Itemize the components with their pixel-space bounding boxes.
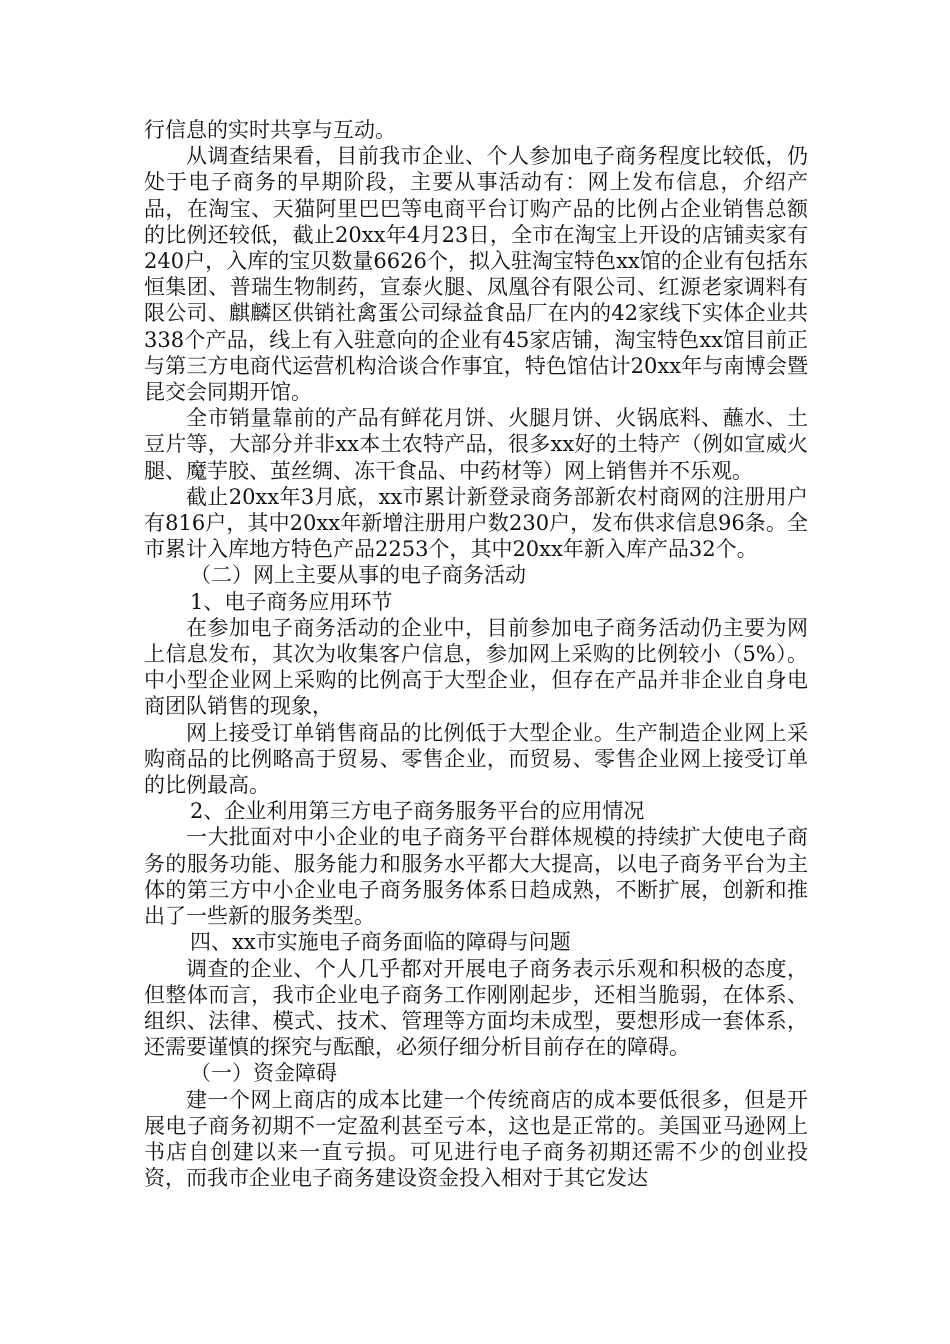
section-heading-funding: （一）资金障碍	[190, 1061, 337, 1086]
section-heading-online-activities: （二）网上主要从事的电子商务活动	[190, 563, 526, 588]
paragraph-funding-cost: 建一个网上商店的成本比建一个传统商店的成本要低很多，但是开展电子商务初期不一定盈利甚至亏本，这也是正常的。美国亚马逊网上书店自创建以来一直亏损。可见进行电子商务初期还需不少的创业投资，而我市企业电子商务建设资金投入相对于其它发达	[144, 1087, 808, 1191]
item-heading-application: 1、电子商务应用环节	[190, 589, 393, 614]
item-heading-third-party-platform: 2、企业利用第三方电子商务服务平台的应用情况	[190, 799, 645, 824]
paragraph-platform-growth: 一大批面对中小企业的电子商务平台群体规模的持续扩大使电子商务的服务功能、服务能力和服务水平都大大提高，以电子商务平台为主体的第三方中小企业电子商务服务体系日趋成熟，不断扩展，创新和推出了一些新的服务类型。	[144, 825, 808, 929]
paragraph-participation: 在参加电子商务活动的企业中，目前参加电子商务活动仍主要为网上信息发布，其次为收集客户信息，参加网上采购的比例较小（5%）。中小型企业网上采购的比例高于大型企业，但存在产品并非企业自身电商团队销售的现象，	[144, 615, 808, 719]
major-heading-obstacles: 四、xx市实施电子商务面临的障碍与问题	[190, 930, 571, 955]
paragraph-attitudes: 调查的企业、个人几乎都对开展电子商务表示乐观和积极的态度，但整体而言，我市企业电子商务工作刚刚起步，还相当脆弱，在体系、组织、法律、模式、技术、管理等方面均未成型，要想形成一套体系，还需要谨慎的探究与酝酿，必须仔细分析目前存在的障碍。	[144, 956, 808, 1060]
paragraph-top-products: 全市销量靠前的产品有鲜花月饼、火腿月饼、火锅底料、蘸水、土豆片等，大部分并非xx本土农特产品，很多xx好的土特产（例如宣威火腿、魔芋胶、茧丝绸、冻干食品、中药材等）网上销售并不乐观。	[144, 406, 808, 483]
paragraph-survey-results: 从调查结果看，目前我市企业、个人参加电子商务程度比较低，仍处于电子商务的早期阶段，主要从事活动有：网上发布信息，介绍产品，在淘宝、天猫阿里巴巴等电商平台订购产品的比例占企业销售总额的比例还较低，截止20xx年4月23日，全市在淘宝上开设的店铺卖家有240户，入库的宝贝数量6626个，拟入驻淘宝特色xx馆的企业有包括东恒集团、普瑞生物制药，宣泰火腿、凤凰谷有限公司、红源老家调料有限公司、麒麟区供销社禽蛋公司绿益食品厂在内的42家线下实体企业共338个产品，线上有入驻意向的企业有45家店铺，淘宝特色xx馆目前正与第三方电商代运营机构洽谈合作事宜，特色馆估计20xx年与南博会暨昆交会同期开馆。	[144, 144, 808, 405]
paragraph-registered-users: 截止20xx年3月底，xx市累计新登录商务部新农村商网的注册用户有816户，其中20xx年新增注册用户数230户，发布供求信息96条。全市累计入库地方特色产品2253个，其中20xx年新入库产品32个。	[144, 484, 808, 562]
document-page	[144, 117, 808, 1191]
paragraph-continuation: 行信息的实时共享与互动。	[144, 118, 396, 142]
paragraph-order-ratio: 网上接受订单销售商品的比例低于大型企业。生产制造企业网上采购商品的比例略高于贸易、零售企业，而贸易、零售企业网上接受订单的比例最高。	[144, 720, 808, 798]
